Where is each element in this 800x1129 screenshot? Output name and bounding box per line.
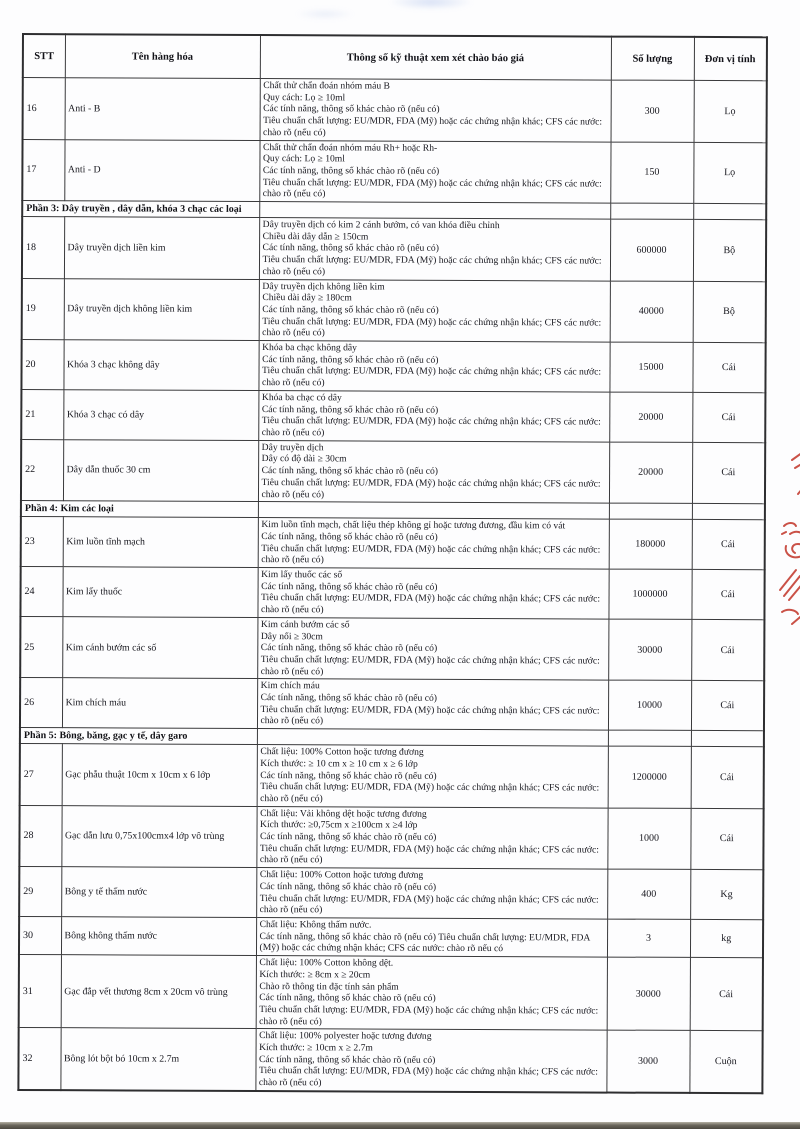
stt-cell: 25: [20, 616, 62, 678]
specs-cell: [258, 440, 609, 503]
quantity-cell: 150: [610, 142, 693, 204]
spec-line: Các tính năng, thông số khác chào rõ (nếu có): [259, 831, 437, 843]
item-name-cell: Khóa 3 chạc không dây: [63, 340, 258, 391]
spec-line: Chất thử chẩn đoán nhóm máu B: [263, 80, 390, 92]
spec-line: Các tính năng, thông số khác chào rõ (nếu có): [262, 304, 439, 316]
spec-line: Quy cách: Lọ ≥ 10ml: [262, 153, 345, 165]
specs-cell: [259, 279, 610, 342]
spec-line: Các tính năng, thông số khác chào rõ (nếu có): [259, 1053, 436, 1066]
specs-cell: [260, 79, 611, 142]
spec-line: Tiêu chuẩn chất lượng: EU/MDR, FDA (Mỹ) hoặc các chứng nhận khác; CFS các nước: chào rõ (nếu có): [259, 1003, 599, 1027]
spec-line: Các tính năng, thông số khác chào rõ (nếu có): [259, 880, 437, 893]
unit-cell: Lọ: [694, 80, 767, 142]
unit-cell: Lọ: [693, 142, 766, 204]
spec-line: Khóa ba chạc có dây: [261, 391, 342, 404]
stt-cell: 26: [20, 678, 62, 728]
unit-cell: Cái: [690, 958, 763, 1032]
quantity-cell: 15000: [609, 342, 692, 392]
unit-cell: Cái: [692, 342, 765, 392]
spec-line: Chất thử chẩn đoán nhóm máu Rh+ hoặc Rh-: [262, 141, 438, 154]
table-row: [19, 867, 763, 920]
spec-line: Dây nối ≥ 30cm: [260, 630, 323, 642]
specs-cell: [259, 218, 610, 281]
specs-cell: [258, 518, 609, 569]
spec-line: Các tính năng, thông số khác chào rõ (nếu có) Tiêu chuẩn chất lượng: EU/MDR, FDA (Mỹ) hoặc các chứng nhận khác; CFS các nước: chào rõ nếu có: [259, 930, 590, 955]
specs-cell: [256, 956, 607, 1031]
header-row: [23, 34, 767, 81]
stt-cell: 21: [21, 389, 63, 439]
spec-line: Kim lấy thuốc các số: [261, 569, 343, 581]
item-name-cell: Kim cánh bướm các số: [62, 617, 257, 679]
table-row: [22, 139, 766, 204]
quotation-table-wrapper: [17, 33, 766, 1094]
item-name-cell: Dây dẫn thuốc 30 cm: [63, 439, 258, 501]
spec-line: Kích thước: ≥0,75cm x ≥100cm x ≥4 lớp: [260, 819, 418, 832]
red-stamp-fragment: [762, 442, 800, 637]
table-row: [21, 517, 765, 570]
empty-cell: [693, 203, 766, 219]
stt-cell: 19: [22, 278, 64, 340]
header-stt: STT: [23, 34, 65, 78]
unit-cell: Cái: [690, 808, 763, 870]
spec-line: Chào rõ thông tin đặc tính sản phẩm: [259, 980, 399, 993]
item-name-cell: Dây truyền dịch không liền kim: [64, 278, 259, 340]
quantity-cell: 30000: [608, 619, 691, 681]
specs-cell: [256, 868, 607, 919]
stt-cell: 24: [20, 567, 62, 617]
table-row: [19, 916, 763, 957]
quantity-cell: 300: [611, 80, 694, 142]
specs-cell: [258, 390, 609, 441]
unit-cell: Cuộn: [689, 1031, 762, 1093]
spec-line: Các tính năng, thông số khác chào rõ (nếu có): [263, 103, 440, 116]
spec-line: Kích thước: ≥ 10 cm x ≥ 10 cm x ≥ 6 lớp: [260, 757, 418, 770]
stt-cell: 28: [19, 805, 61, 867]
header-item-name: Tên hàng hóa: [65, 34, 260, 78]
item-name-cell: Kim luồn tĩnh mạch: [63, 517, 258, 568]
quotation-table: [17, 33, 768, 1094]
spec-line: Khóa ba chạc không dây: [262, 342, 357, 354]
spec-line: Tiêu chuẩn chất lượng: EU/MDR, FDA (Mỹ) hoặc các chứng nhận khác; CFS các nước: chào rõ (nếu có): [261, 365, 602, 389]
stt-cell: 23: [21, 517, 63, 567]
header-quantity: Số lượng: [611, 37, 694, 81]
table-row: [19, 805, 763, 870]
stt-cell: 27: [20, 744, 62, 806]
item-name-cell: Kim lấy thuốc: [62, 567, 257, 618]
item-name-cell: Dây truyền dịch liền kim: [64, 217, 259, 279]
unit-cell: Cái: [692, 442, 765, 504]
quantity-cell: 600000: [610, 219, 693, 281]
unit-cell: Bộ: [693, 219, 766, 281]
spec-line: Tiêu chuẩn chất lượng: EU/MDR, FDA (Mỹ) hoặc các chứng nhận khác; CFS các nước: chào rõ (nếu có): [259, 892, 599, 916]
quantity-cell: 10000: [608, 680, 691, 730]
spec-line: Tiêu chuẩn chất lượng: EU/MDR, FDA (Mỹ) hoặc các chứng nhận khác; CFS các nước: chào rõ (nếu có): [261, 476, 601, 500]
table-header: [23, 34, 767, 81]
specs-cell: [257, 679, 608, 730]
spec-line: Kích thước: ≥ 10cm x ≥ 2.7m: [259, 1042, 373, 1054]
item-name-cell: Kim chích máu: [62, 678, 257, 729]
quantity-cell: 30000: [607, 957, 690, 1031]
spec-line: Tiêu chuẩn chất lượng: EU/MDR, FDA (Mỹ) hoặc các chứng nhận khác; CFS các nước: chào rõ (nếu có): [261, 415, 601, 439]
item-name-cell: Khóa 3 chạc có dây: [63, 390, 258, 441]
quantity-cell: 1200000: [608, 746, 691, 808]
spec-line: Kim cánh bướm các số: [260, 618, 350, 631]
spec-line: Các tính năng, thông số khác chào rõ (nếu có): [261, 403, 439, 416]
spec-line: Tiêu chuẩn chất lượng: EU/MDR, FDA (Mỹ) hoặc các chứng nhận khác; CFS các nước: chào rõ (nếu có): [260, 653, 600, 677]
unit-cell: Cái: [691, 619, 764, 681]
item-name-cell: Gạc dẫn lưu 0,75x100cmx4 lớp vô trùng: [61, 805, 256, 867]
spec-line: Kích thước: ≥ 8cm x ≥ 20cm: [259, 968, 371, 981]
spec-line: Tiêu chuẩn chất lượng: EU/MDR, FDA (Mỹ) hoặc các chứng nhận khác; CFS các nước: chào rõ (nếu có): [262, 254, 602, 278]
table-row: [18, 1028, 762, 1093]
spec-line: Chiều dài dây dẫn ≥ 150cm: [262, 230, 369, 243]
spec-line: Dây truyền dịch: [261, 441, 324, 454]
quantity-cell: 3000: [606, 1030, 689, 1092]
spec-line: Các tính năng, thông số khác chào rõ (nếu có): [262, 164, 440, 177]
header-unit: Đơn vị tính: [694, 37, 767, 81]
quantity-cell: 3: [607, 919, 690, 957]
item-name-cell: Anti - D: [64, 139, 259, 201]
spec-line: Tiêu chuẩn chất lượng: EU/MDR, FDA (Mỹ) hoặc các chứng nhận khác; CFS các nước: chào rõ (nếu có): [262, 176, 602, 200]
stt-cell: 17: [22, 139, 64, 201]
table-row: [19, 955, 763, 1031]
unit-cell: Cái: [692, 520, 765, 570]
table-row: [21, 340, 765, 393]
table-row: [20, 744, 764, 809]
empty-cell: [608, 730, 691, 746]
item-name-cell: Bông lót bột bó 10cm x 2.7m: [60, 1028, 255, 1091]
table-row: [22, 217, 766, 282]
spec-line: Chất liệu: Vải không dệt hoặc tương đương: [260, 807, 427, 820]
empty-cell: [609, 503, 692, 519]
spec-line: Các tính năng, thông số khác chào rõ (nếu có): [260, 769, 437, 782]
stt-cell: 32: [18, 1028, 60, 1090]
scan-smudge: [388, 0, 474, 10]
table-row: [21, 439, 765, 504]
unit-cell: Cái: [692, 392, 765, 442]
spec-line: Dây truyền dịch không liền kim: [262, 280, 385, 293]
empty-cell: [258, 502, 609, 520]
item-name-cell: Anti - B: [65, 78, 260, 140]
spec-line: Tiêu chuẩn chất lượng: EU/MDR, FDA (Mỹ) hoặc các chứng nhận khác; CFS các nước: chào rõ (nếu có): [262, 315, 602, 339]
item-name-cell: Bông không thấm nước: [61, 917, 256, 956]
table-body: [18, 78, 766, 1094]
quantity-cell: 20000: [609, 442, 692, 504]
stt-cell: 16: [23, 78, 65, 140]
empty-cell: [610, 203, 693, 219]
quantity-cell: 20000: [609, 392, 692, 442]
specs-cell: [257, 745, 608, 808]
spec-line: Các tính năng, thông số khác chào rõ (nếu có): [261, 580, 438, 593]
scan-edge: [0, 1122, 800, 1129]
spec-line: Các tính năng, thông số khác chào rõ (nếu có): [261, 530, 438, 543]
spec-line: Các tính năng, thông số khác chào rõ (nếu có): [262, 242, 439, 255]
specs-cell: [257, 568, 608, 619]
specs-cell: [256, 918, 607, 958]
table-row: [20, 616, 764, 681]
unit-cell: Cái: [691, 569, 764, 619]
unit-cell: Cái: [691, 747, 764, 809]
table-row: [21, 389, 765, 442]
item-name-cell: Gạc phẫu thuật 10cm x 10cm x 6 lớp: [62, 744, 257, 806]
spec-line: Tiêu chuẩn chất lượng: EU/MDR, FDA (Mỹ) hoặc các chứng nhận khác; CFS các nước: chào rõ (nếu có): [263, 115, 603, 139]
quantity-cell: 1000: [607, 808, 690, 870]
specs-cell: [257, 617, 608, 680]
empty-cell: [259, 202, 610, 220]
header-specs: Thông số kỹ thuật xem xét chào báo giá: [260, 35, 611, 80]
section-title: Phần 5: Bông, băng, gạc y tế, dây garo: [20, 728, 257, 745]
spec-line: Tiêu chuẩn chất lượng: EU/MDR, FDA (Mỹ) hoặc các chứng nhận khác; CFS các nước: chào rõ (nếu có): [260, 703, 600, 727]
spec-line: Chất liệu: Không thấm nước.: [259, 919, 372, 931]
unit-cell: kg: [690, 919, 763, 957]
unit-cell: Kg: [690, 870, 763, 920]
spec-line: Tiêu chuẩn chất lượng: EU/MDR, FDA (Mỹ) hoặc các chứng nhận khác; CFS các nước: chào rõ (nếu có): [259, 842, 599, 866]
unit-cell: Cái: [691, 681, 764, 731]
spec-line: Tiêu chuẩn chất lượng: EU/MDR, FDA (Mỹ) hoặc các chứng nhận khác; CFS các nước: chào rõ (nếu có): [261, 542, 601, 566]
specs-cell: [256, 806, 607, 869]
spec-line: Chất liệu: 100% Cotton hoặc tương đương: [259, 869, 424, 881]
stt-cell: 31: [19, 955, 61, 1028]
spec-line: Dây có độ dài ≥ 30cm: [261, 453, 347, 465]
item-name-cell: Gạc đắp vết thương 8cm x 20cm vô trùng: [61, 955, 256, 1029]
spec-line: Kim luồn tĩnh mạch, chất liệu thép không gỉ hoặc tương đương, đầu kim có vát: [261, 519, 566, 532]
table-row: [20, 678, 764, 731]
spec-line: Các tính năng, thông số khác chào rõ (nếu có): [262, 353, 439, 366]
spec-line: Tiêu chuẩn chất lượng: EU/MDR, FDA (Mỹ) hoặc các chứng nhận khác; CFS các nước: chào rõ (nếu có): [260, 781, 600, 805]
stt-cell: 18: [22, 217, 64, 279]
spec-line: Chiều dài dây ≥ 180cm: [262, 292, 352, 304]
scan-smudge: [295, 8, 355, 20]
quantity-cell: 180000: [609, 519, 692, 569]
spec-line: Các tính năng, thông số khác chào rõ (nếu có): [261, 465, 438, 477]
spec-line: Tiêu chuẩn chất lượng: EU/MDR, FDA (Mỹ) hoặc các chứng nhận khác; CFS các nước: chào rõ (nếu có): [258, 1065, 598, 1089]
specs-cell: [258, 341, 609, 392]
table-row: [23, 78, 767, 143]
quantity-cell: 400: [607, 869, 690, 919]
stt-cell: 20: [21, 340, 63, 390]
stt-cell: 22: [21, 439, 63, 501]
spec-line: Các tính năng, thông số khác chào rõ (nếu có): [260, 642, 438, 655]
table-row: [20, 567, 764, 620]
specs-cell: [259, 140, 610, 203]
empty-cell: [691, 731, 764, 747]
spec-line: Tiêu chuẩn chất lượng: EU/MDR, FDA (Mỹ) hoặc các chứng nhận khác; CFS các nước: chào rõ (nếu có): [260, 592, 601, 616]
section-title: Phần 4: Kim các loại: [21, 501, 258, 518]
specs-cell: [255, 1029, 606, 1093]
empty-cell: [257, 729, 608, 747]
spec-line: Chất liệu: 100% polyester hoặc tương đương: [259, 1030, 432, 1043]
spec-line: Dây truyền dịch có kim 2 cánh bướm, có van khóa điều chỉnh: [262, 219, 500, 232]
empty-cell: [692, 504, 765, 520]
stt-cell: 29: [19, 867, 61, 917]
spec-line: Quy cách: Lọ ≥ 10ml: [263, 91, 346, 104]
stt-cell: 30: [19, 916, 61, 954]
spec-line: Chất liệu: 100% Cotton không dệt.: [259, 957, 394, 969]
unit-cell: Bộ: [693, 281, 766, 343]
spec-line: Các tính năng, thông số khác chào rõ (nếu có): [259, 992, 436, 1005]
spec-line: Kim chích máu: [260, 680, 320, 692]
quantity-cell: 1000000: [608, 569, 691, 619]
quantity-cell: 40000: [610, 281, 693, 343]
section-title: Phần 3: Dây truyền , dây dẫn, khóa 3 chạc các loại: [22, 201, 259, 218]
spec-line: Chất liệu: 100% Cotton hoặc tương đương: [260, 746, 424, 758]
spec-line: Các tính năng, thông số khác chào rõ (nếu có): [260, 692, 437, 704]
item-name-cell: Bông y tế thấm nước: [61, 867, 256, 918]
table-row: [22, 278, 766, 343]
